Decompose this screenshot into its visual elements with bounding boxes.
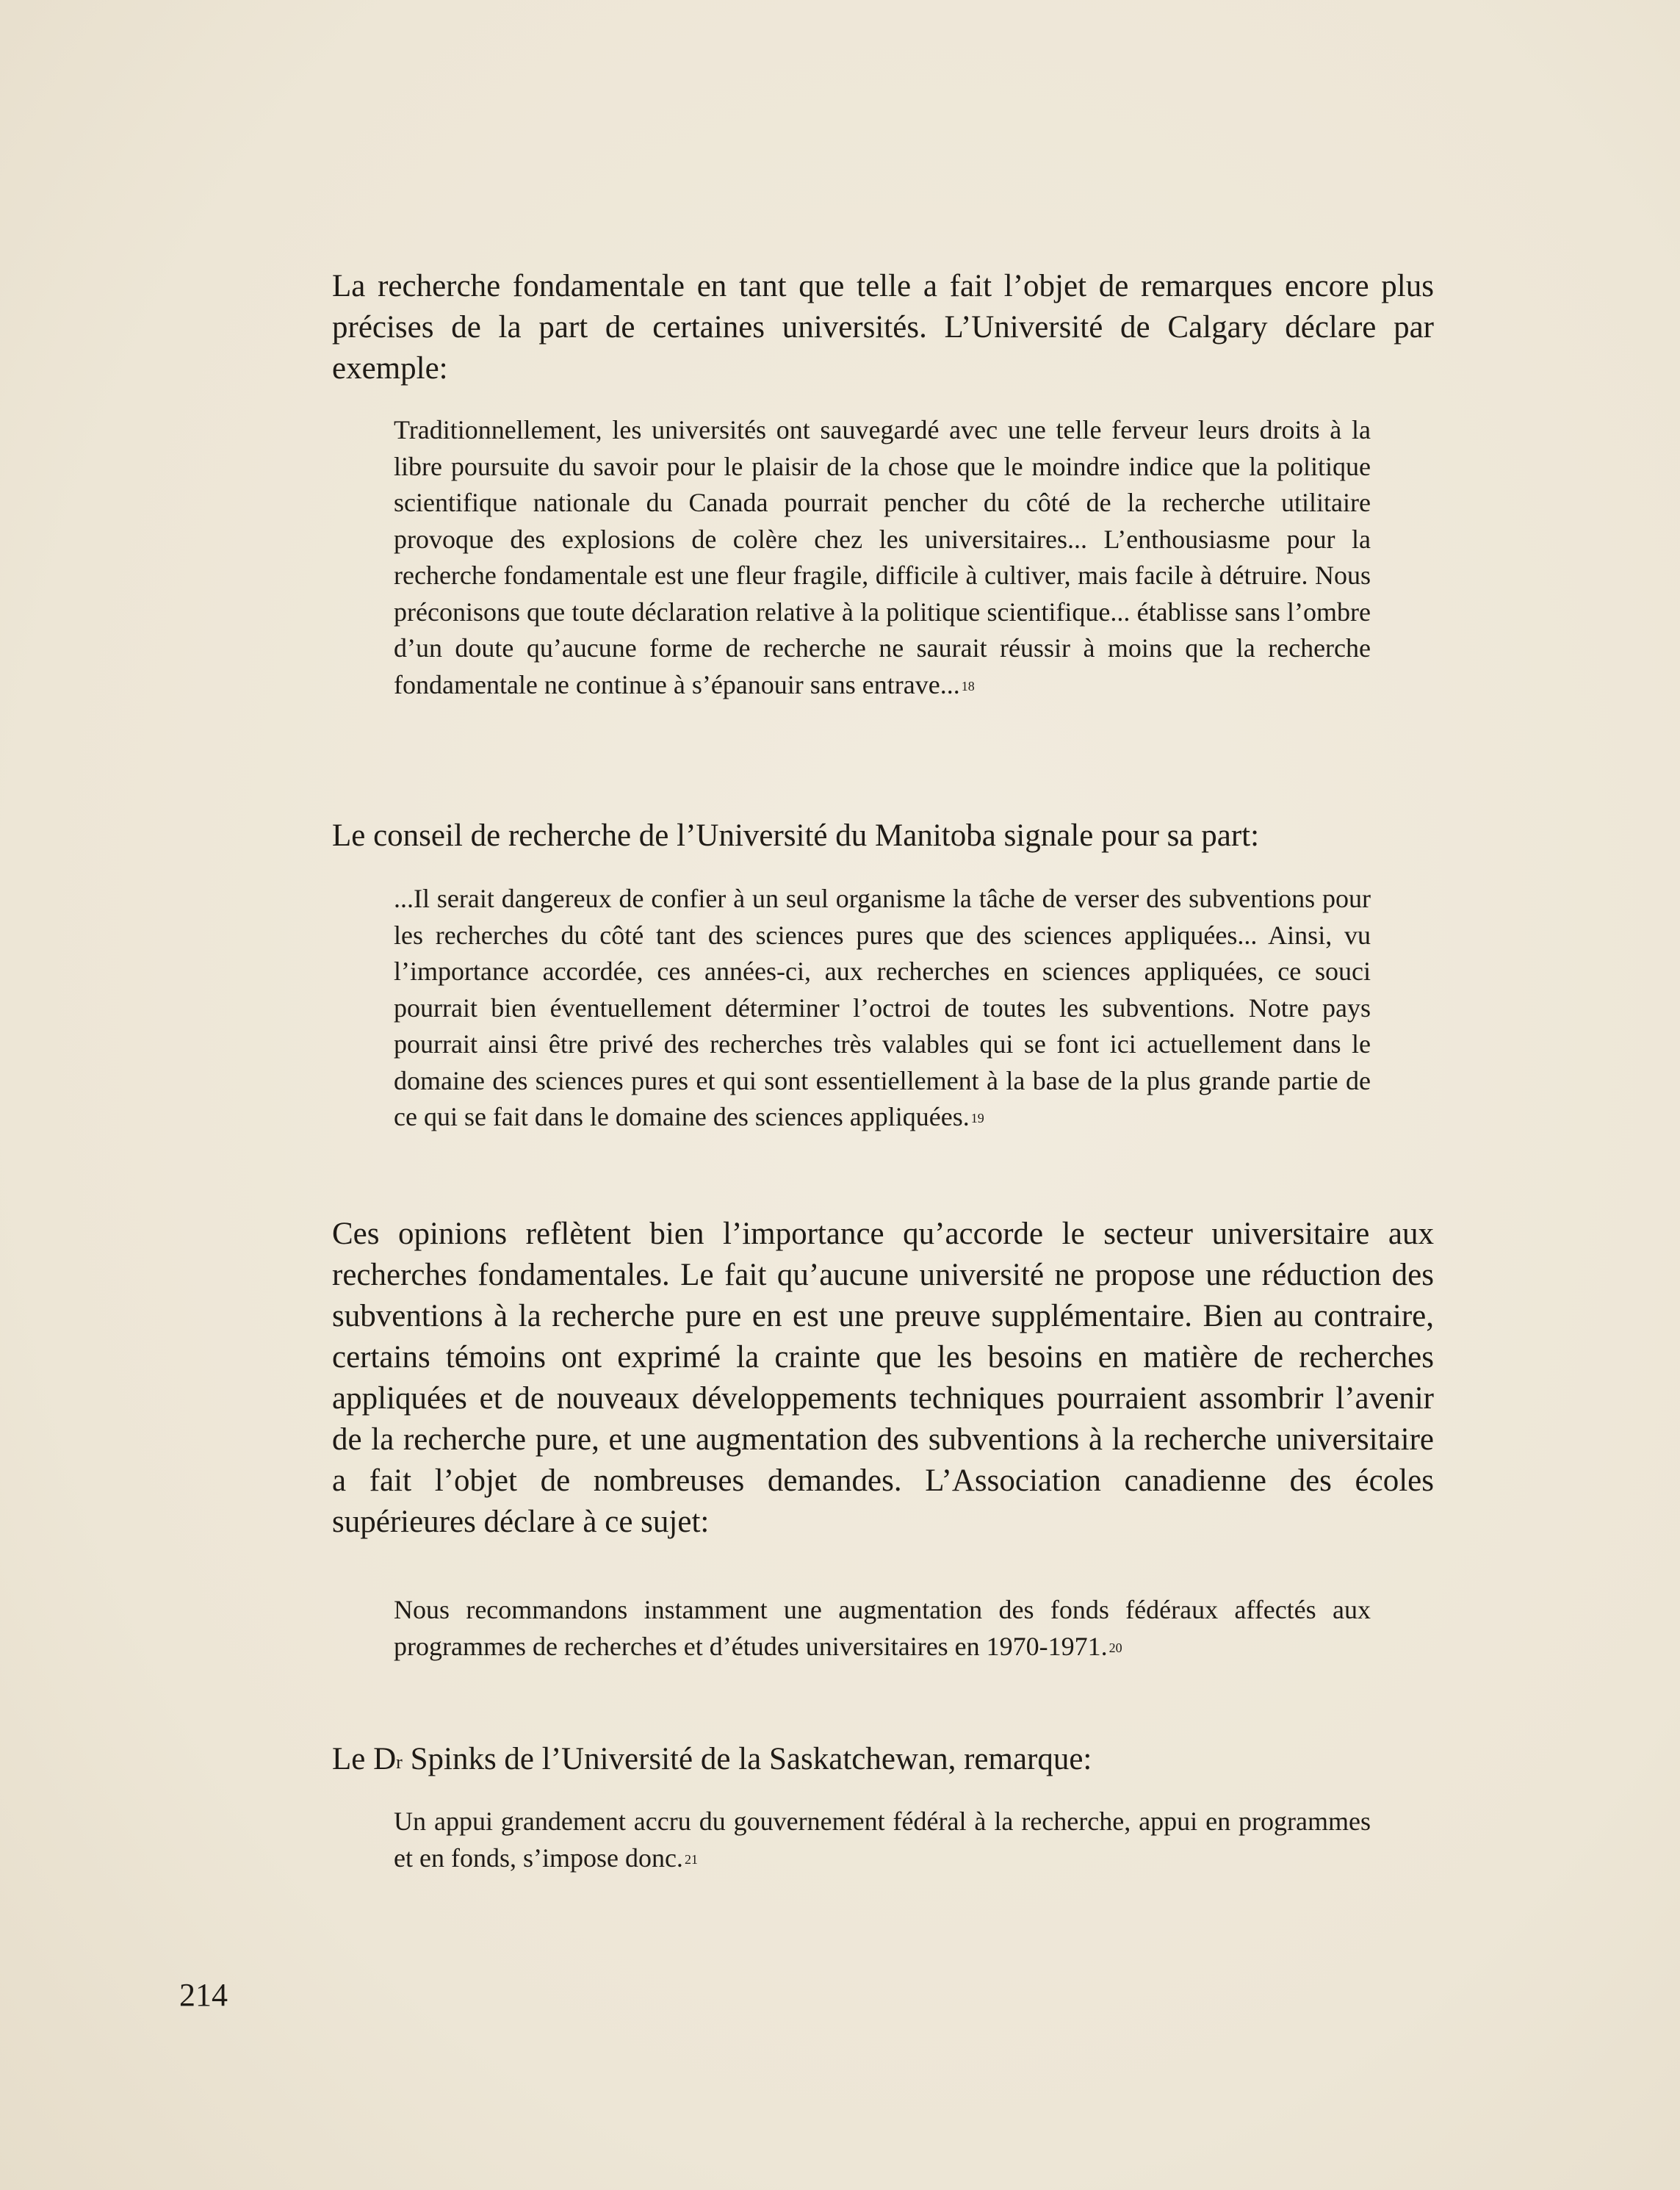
paragraph-opinions-text: Ces opinions reflètent bien l’importance qu’accorde le secteur universitaire aux recherches fondamentales. Le fait qu’aucune université ne propose une réduction des subventions à la recherche pure en est une preuve supplémentaire. Bien au contraire, certains témoins ont exprimé la crainte que les besoins en matière de recherches appliquées et de nouveaux développements techniques pourraient assombrir l’avenir de la recherche pure, et une augmentation des subventions à la recherche universitaire a fait l’objet de nombreuses demandes. L’Association canadienne des écoles supérieures déclare à ce sujet: (332, 1217, 1434, 1539)
paragraph-manitoba (332, 815, 1434, 857)
paragraph-intro (332, 266, 1434, 389)
footnote-marker-21: 21 (684, 1851, 698, 1867)
paragraph-spinks-text: Spinks de l’Université de la Saskatchewan, remarque: (402, 1742, 1092, 1776)
quote-manitoba (394, 881, 1371, 1136)
footnote-marker-20: 20 (1108, 1640, 1122, 1655)
doctor-abbrev-superscript: r (396, 1751, 403, 1773)
quote-spinks-text: Un appui grandement accru du gouvernement fédéral à la recherche, appui en programmes et en fonds, s’impose donc. (394, 1807, 1371, 1873)
quote-calgary-text: Traditionnellement, les universités ont sauvegardé avec une telle ferveur leurs droits à la libre poursuite du savoir pour le plaisir de la chose que le moindre indice que la politique scientifique nationale du Canada pourrait pencher du côté de la recherche utilitaire provoque des explosions de colère chez les universitaires... L’enthousiasme pour la recherche fondamentale est une fleur fragile, difficile à cultiver, mais facile à détruire. Nous préconisons que toute déclaration relative à la politique scientifique... établisse sans l’ombre d’un doute qu’aucune forme de recherche ne saurait réussir à moins que la recherche fondamentale ne continue à s’épanouir sans entrave... (394, 415, 1371, 699)
quote-association (394, 1592, 1371, 1665)
paragraph-spinks-prefix: Le D (332, 1742, 397, 1776)
paragraph-manitoba-text: Le conseil de recherche de l’Université du Manitoba signale pour sa part: (332, 818, 1260, 853)
paragraph-intro-text: La recherche fondamentale en tant que telle a fait l’objet de remarques encore plus précises de la part de certaines universités. L’Université de Calgary déclare par exemple: (332, 269, 1434, 386)
quote-manitoba-text: ...Il serait dangereux de confier à un seul organisme la tâche de verser des subventions pour les recherches du côté tant des sciences pures que des sciences appliquées... Ainsi, vu l’importance accordée, ces années-ci, aux recherches en sciences appliquées, ce souci pourrait bien éventuellement déterminer l’octroi de toutes les subventions. Notre pays pourrait ainsi être privé des recherches très valables qui se font ici actuellement dans le domaine des sciences pures et qui sont essentiellement à la base de la plus grande partie de ce qui se fait dans le domaine des sciences appliquées. (394, 884, 1371, 1131)
footnote-marker-19: 19 (970, 1111, 984, 1125)
page-number: 214 (179, 1977, 228, 2013)
paragraph-spinks (332, 1739, 1434, 1780)
footnote-marker-18: 18 (961, 678, 975, 694)
quote-calgary (394, 412, 1371, 703)
quote-association-text: Nous recommandons instamment une augmentation des fonds fédéraux affectés aux programmes de recherches et d’études universitaires en 1970-1971. (394, 1595, 1371, 1661)
paragraph-opinions (332, 1214, 1434, 1543)
quote-spinks (394, 1804, 1371, 1876)
